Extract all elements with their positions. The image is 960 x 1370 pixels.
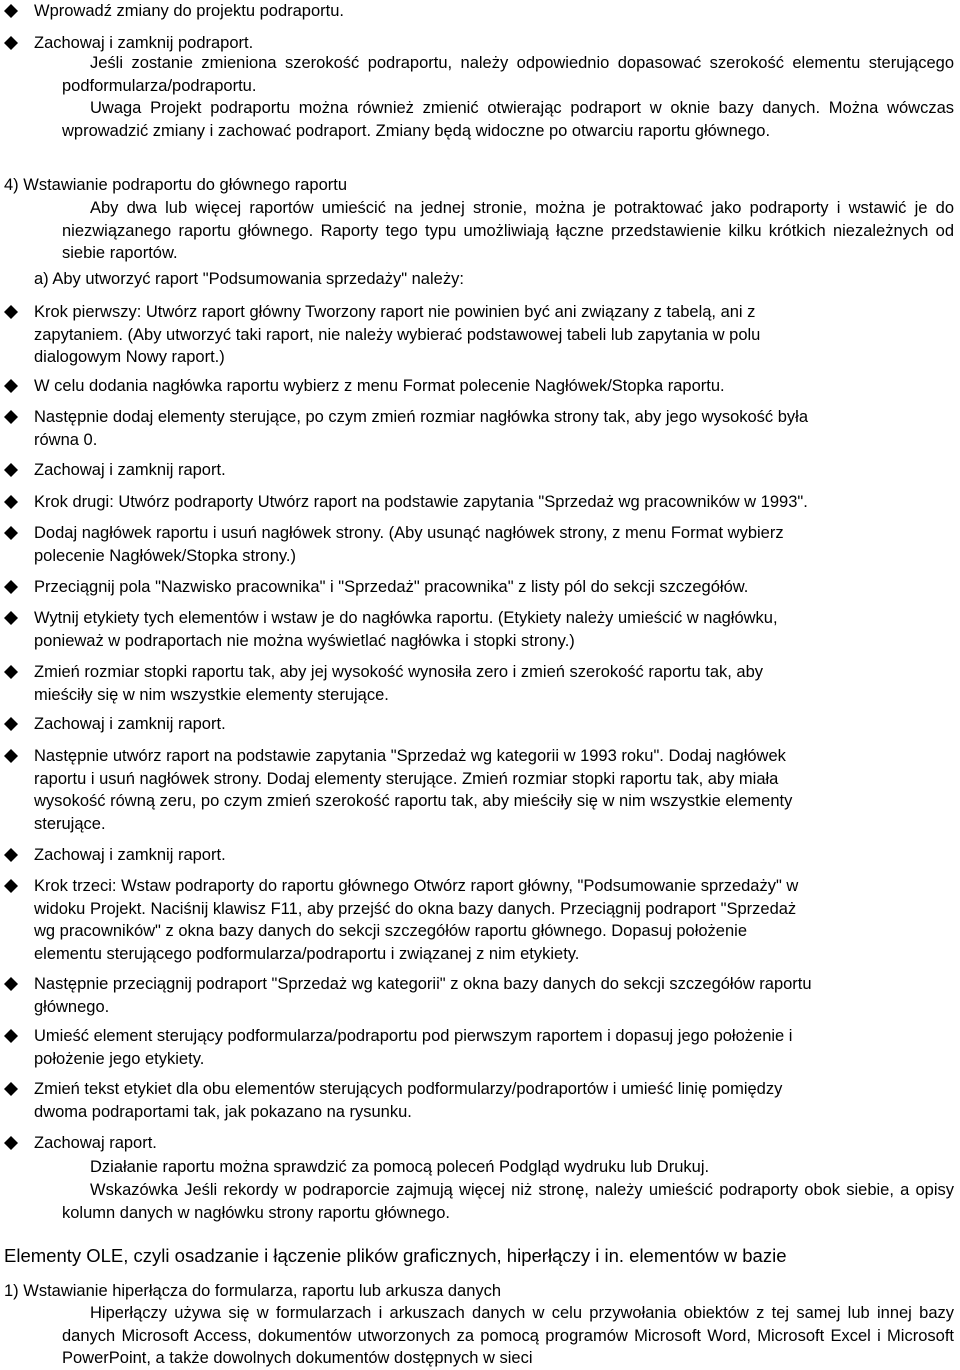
diamond-bullet-icon — [4, 463, 18, 477]
section-1-title: 1) Wstawianie hiperłącza do formularza, raportu lub arkusza danych — [4, 1282, 502, 1300]
list-item-text: Zachowaj raport. — [34, 1134, 157, 1152]
diamond-bullet-icon — [4, 580, 18, 594]
note-text: Uwaga Projekt podraportu można również zmienić otwierając podraport w oknie bazy danych. Można wówczas wprowadzić zmiany i zachować podraport. Zmiany będą widoczne po otwarciu raportu głównego. — [62, 99, 954, 140]
list-item-text: Zachowaj i zamknij raport. — [34, 715, 226, 733]
note-text: Wskazówka Jeśli rekordy w podraporcie zajmują więcej niż stronę, należy umieścić podraporty obok siebie, a opisy kolumn danych w nagłówku strony raportu głównego. — [62, 1181, 954, 1222]
diamond-bullet-icon — [4, 848, 18, 862]
list-item-text: Zachowaj i zamknij raport. — [34, 846, 226, 864]
note-text: Działanie raportu można sprawdzić za pomocą poleceń Podgląd wydruku lub Drukuj. — [90, 1158, 710, 1176]
list-item-text: Wytnij etykiety tych elementów i wstaw je do nagłówka raportu. (Etykiety należy umieścić w nagłówku, ponieważ w podraportach nie można wyświetlać nagłówka i stopki strony.) — [34, 609, 778, 650]
diamond-bullet-icon — [4, 410, 18, 424]
list-item-text: Krok drugi: Utwórz podraporty Utwórz raport na podstawie zapytania "Sprzedaż wg pracowników w 1993". — [34, 493, 808, 511]
list-item-text: Zachowaj i zamknij raport. — [34, 461, 226, 479]
list-item-text: Zmień tekst etykiet dla obu elementów sterujących podformularzy/podraportów i umieść linię pomiędzy dwoma podraportami tak, jak pokazano na rysunku. — [34, 1080, 783, 1121]
diamond-bullet-icon — [4, 36, 18, 50]
list-item-text: Zachowaj i zamknij podraport. — [34, 34, 254, 52]
diamond-bullet-icon — [4, 4, 18, 18]
list-item-text: Wprowadź zmiany do projektu podraportu. — [34, 2, 344, 20]
diamond-bullet-icon — [4, 879, 18, 893]
list-item-text: Zmień rozmiar stopki raportu tak, aby jej wysokość wynosiła zero i zmień szerokość raportu tak, aby mieściły się w nim wszystkie elementy sterujące. — [34, 663, 764, 704]
list-item-text: Następnie dodaj elementy sterujące, po czym zmień rozmiar nagłówka strony tak, aby jego wysokość była równa 0. — [34, 408, 809, 449]
section-4-title: 4) Wstawianie podraportu do głównego raportu — [4, 176, 348, 194]
subsection-a-title: a) Aby utworzyć raport "Podsumowania sprzedaży" należy: — [34, 270, 464, 288]
diamond-bullet-icon — [4, 1136, 18, 1150]
diamond-bullet-icon — [4, 305, 18, 319]
list-item-text: Dodaj nagłówek raportu i usuń nagłówek strony. (Aby usunąć nagłówek strony, z menu Format wybierz polecenie Nagłówek/Stopka strony.) — [34, 524, 784, 565]
list-item-text: Przeciągnij pola "Nazwisko pracownika" i "Sprzedaż" pracownika" z listy pól do sekcji szczegółów. — [34, 578, 749, 596]
note-text: Jeśli zostanie zmieniona szerokość podraportu, należy odpowiednio dopasować szerokość elementu sterującego podformularza/podraportu. — [62, 54, 954, 95]
diamond-bullet-icon — [4, 977, 18, 991]
list-item-text: Następnie przeciągnij podraport "Sprzedaż wg kategorii" z okna bazy danych do sekcji szczegółów raportu głównego. — [34, 975, 812, 1016]
diamond-bullet-icon — [4, 717, 18, 731]
diamond-bullet-icon — [4, 749, 18, 763]
list-item-text: Krok pierwszy: Utwórz raport główny Tworzony raport nie powinien być ani związany z tabelą, ani z zapytaniem. (Aby utworzyć taki raport, nie należy wybierać podstawowej tabeli lub zapytania w polu dialogowym Nowy raport.) — [34, 303, 761, 366]
list-item-text: Następnie utwórz raport na podstawie zapytania "Sprzedaż wg kategorii w 1993 roku". Dodaj nagłówek raportu i usuń nagłówek strony. Dodaj elementy sterujące. Zmień rozmiar stopki raportu tak, aby miała wysokość równą zeru, po czym zmień szerokość raportu tak, aby mieściły się w nim wszystkie elementy sterujące. — [34, 747, 793, 833]
list-item-text: Umieść element sterujący podformularza/podraportu pod pierwszym raportem i dopasuj jego położenie i położenie jego etykiety. — [34, 1027, 793, 1068]
diamond-bullet-icon — [4, 495, 18, 509]
section-4-paragraph: Aby dwa lub więcej raportów umieścić na jednej stronie, można je potraktować jako podraporty i wstawić je do niezwiązanego raportu głównego. Raporty tego typu umożliwiają łączne przedstawienie kilku krótkich niezależnych od siebie raportów. — [62, 199, 954, 262]
diamond-bullet-icon — [4, 1082, 18, 1096]
diamond-bullet-icon — [4, 1029, 18, 1043]
diamond-bullet-icon — [4, 665, 18, 679]
section-1-paragraph: Hiperłączy używa się w formularzach i arkuszach danych w celu przywołania obiektów z tej samej lub innej bazy danych Microsoft Access, dokumentów utworzonych za pomocą programów Microsoft Word, Microsoft Excel i Microsoft PowerPoint, a także dowolnych dokumentów dostępnych w sieci — [62, 1304, 954, 1367]
diamond-bullet-icon — [4, 379, 18, 393]
diamond-bullet-icon — [4, 526, 18, 540]
list-item-text: W celu dodania nagłówka raportu wybierz z menu Format polecenie Nagłówek/Stopka raportu. — [34, 377, 725, 395]
list-item-text: Krok trzeci: Wstaw podraporty do raportu głównego Otwórz raport główny, "Podsumowanie sprzedaży" w widoku Projekt. Naciśnij klawisz F11, aby przejść do okna bazy danych. Przeciągnij podraport "Sprzedaż wg pracowników" z okna bazy danych do sekcji szczegółów raportu głównego. Dopasuj położenie elementu sterującego podformularza/podraportu i związanej z nim etykiety. — [34, 877, 799, 963]
ole-heading: Elementy OLE, czyli osadzanie i łączenie plików graficznych, hiperłączy i in. elementów w bazie — [4, 1245, 787, 1266]
diamond-bullet-icon — [4, 611, 18, 625]
